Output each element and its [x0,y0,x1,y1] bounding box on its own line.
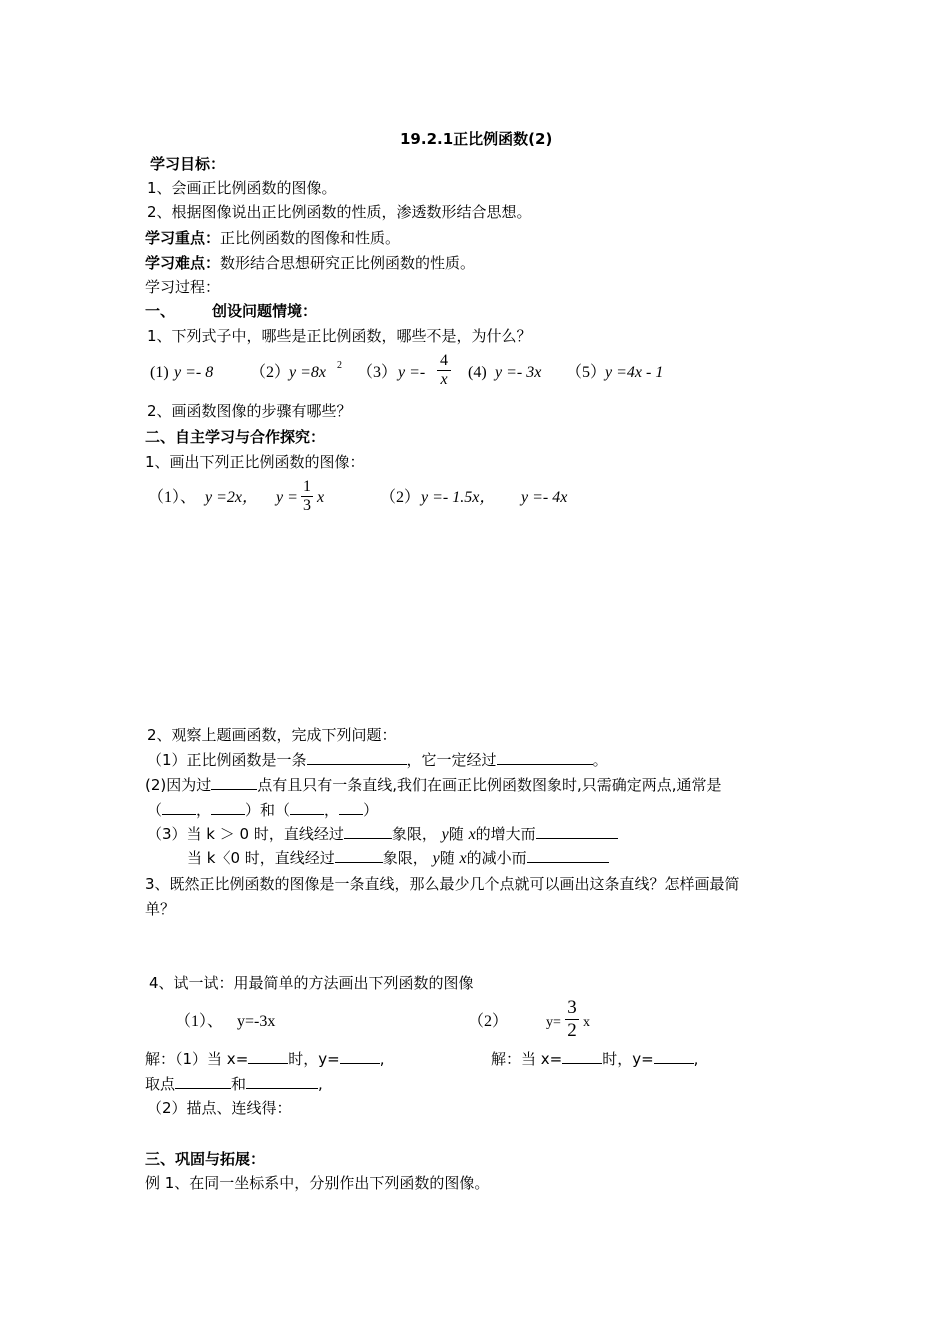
sol2-text-b: 时，y= [602,1050,654,1068]
take-text-b: 和 [231,1075,247,1093]
question-3-line-2: 单？ [145,900,176,918]
q2-4-text-f: 的减小而 [466,849,527,867]
question-2-4 [187,848,609,869]
q2-3-text-f: 的增大而 [475,825,536,843]
plot-1-func-b-lhs: y = [276,489,298,506]
blank-field[interactable] [527,848,609,863]
blank-field[interactable] [344,824,392,839]
q2-2-text-c: （ [147,801,163,819]
q2-4-var-x: x [459,850,467,867]
question-2-1 [147,750,608,770]
q2-2-text-g: ） [363,801,379,819]
blank-field[interactable] [246,1074,318,1089]
objective-item-2: 2、根据图像说出正比例函数的性质，渗透数形结合思想。 [147,203,532,221]
sol1-text-a: 解：（1）当 x= [145,1050,249,1068]
plot-2-label: （2） [380,489,421,506]
formula-1: y =- 8 [174,364,214,381]
plot-2-func-a: y =- 1.5x， [421,489,496,506]
process-label: 学习过程： [145,278,221,296]
plot-1-label: （1）、 [148,489,197,506]
q2-2-text-a: (2)因为过 [145,776,212,794]
blank-field[interactable] [290,800,324,815]
sol1-text-b: 时，y= [288,1050,340,1068]
q2-4-text-a: 当 k〈0 时，直线经过 [187,849,335,867]
key-point-text: 正比例函数的图像和性质。 [220,229,401,247]
difficulty-label: 学习难点： [145,254,221,272]
section2-question-2: 2、观察上题画函数，完成下列问题： [147,726,397,744]
section3-title: 三、巩固与拓展： [145,1150,266,1168]
question-2-2 [145,775,722,795]
q2-1-text-a: （1）正比例函数是一条 [147,751,307,769]
q2-4-text-d: 随 [439,849,455,867]
formula-3-fraction [436,352,452,389]
difficulty [145,253,475,273]
take-text-c: , [318,1075,323,1093]
objectives-heading: 学习目标： [150,155,226,173]
key-point-label: 学习重点： [145,229,221,247]
formula-3-lhs: y =- [398,364,426,381]
q2-2-text-f: ， [324,801,340,819]
blank-field[interactable] [248,1049,288,1064]
blank-field[interactable] [339,800,363,815]
blank-field[interactable] [562,1049,602,1064]
blank-field[interactable] [536,824,618,839]
formula-4-label: (4) [468,364,487,381]
formula-3-numerator: 4 [440,352,448,369]
blank-field[interactable] [211,800,245,815]
blank-field[interactable] [211,775,257,790]
formula-2-label: （2） [250,364,291,381]
q4-part-2-fraction [564,997,580,1042]
plot-1-func-b-rhs: x [317,489,325,506]
q2-3-var-y: y [441,826,449,843]
solution-2 [491,1049,698,1069]
q2-4-var-y: y [432,850,440,867]
blank-field[interactable] [340,1049,380,1064]
key-point [145,228,400,248]
formula-2-exponent: 2 [337,360,342,371]
solution-1 [145,1049,385,1069]
q2-4-text-b: 象限， [382,849,428,867]
section1-question-2: 2、画函数图像的步骤有哪些？ [147,402,352,420]
blank-field[interactable] [335,848,383,863]
q4-part-2-lhs: y= [546,1015,561,1030]
section1-number: 一、 [145,302,176,320]
blank-field[interactable] [162,800,196,815]
section1-question-1: 1、下列式子中，哪些是正比例函数，哪些不是，为什么？ [147,327,532,345]
question-4: 4、试一试：用最简单的方法画出下列函数的图像 [149,974,474,992]
plot-1-func-a: y =2x， [205,489,259,506]
q4-part-2-numerator: 3 [567,997,577,1018]
sol2-text-c: , [693,1050,699,1068]
q2-3-text-a: （3）当 k ＞ 0 时，直线经过 [147,825,344,843]
sol1-text-c: , [379,1050,385,1068]
q2-3-var-x: x [468,826,476,843]
page-title: 19.2.1正比例函数(2) [400,130,553,148]
objective-item-1: 1、会画正比例函数的图像。 [147,179,337,197]
q2-2-text-e: ）和（ [245,801,291,819]
q4-part-1-label: （1）、 [175,1013,224,1030]
take-text-a: 取点 [145,1075,176,1093]
q2-2-text-b: 点有且只有一条直线,我们在画正比例函数图象时,只需确定两点,通常是 [257,776,722,794]
formula-3-label: （3） [357,364,398,381]
q2-3-text-b: 象限， [391,825,437,843]
draw-step: （2）描点、连线得： [147,1099,292,1117]
question-3-line-1: 3、既然正比例函数的图像是一条直线，那么最少几个点就可以画出这条直线？怎样画最简 [145,875,740,893]
q4-part-2-rhs: x [583,1015,590,1030]
plot-2-func-b: y =- 4x [521,489,568,506]
example-1: 例 1、在同一坐标系中，分别作出下列函数的图像。 [145,1174,490,1192]
formula-5: y =4x - 1 [605,364,664,381]
question-2-2-points [147,800,378,820]
q2-1-text-b: ，它一定经过 [406,751,497,769]
q2-3-text-d: 随 [448,825,464,843]
blank-field[interactable] [307,750,407,765]
plot-1-fraction [300,478,314,515]
q2-1-text-c: 。 [592,751,608,769]
blank-field[interactable] [497,750,593,765]
blank-field[interactable] [175,1074,231,1089]
formula-3-denominator: x [440,371,448,388]
section1-title: 创设问题情境： [212,302,318,320]
take-points [145,1074,323,1094]
formula-2: y =8x [289,364,326,381]
q2-2-text-d: ， [196,801,212,819]
section2-question-1: 1、画出下列正比例函数的图像： [145,453,365,471]
plot-1-denominator: 3 [303,497,311,514]
sol2-text-a: 解：当 x= [491,1050,563,1068]
question-2-3 [147,824,618,845]
q4-part-2-label: （2） [468,1013,509,1030]
section2-title: 二、自主学习与合作探究： [145,428,326,446]
formula-5-label: （5） [566,364,607,381]
q4-part-2-denominator: 2 [567,1020,577,1041]
q4-part-1-func: y=-3x [237,1013,276,1030]
blank-field[interactable] [654,1049,694,1064]
difficulty-text: 数形结合思想研究正比例函数的性质。 [220,254,476,272]
formula-1-label: (1) [150,364,169,381]
formula-4: y =- 3x [495,364,542,381]
plot-1-numerator: 1 [303,478,311,495]
